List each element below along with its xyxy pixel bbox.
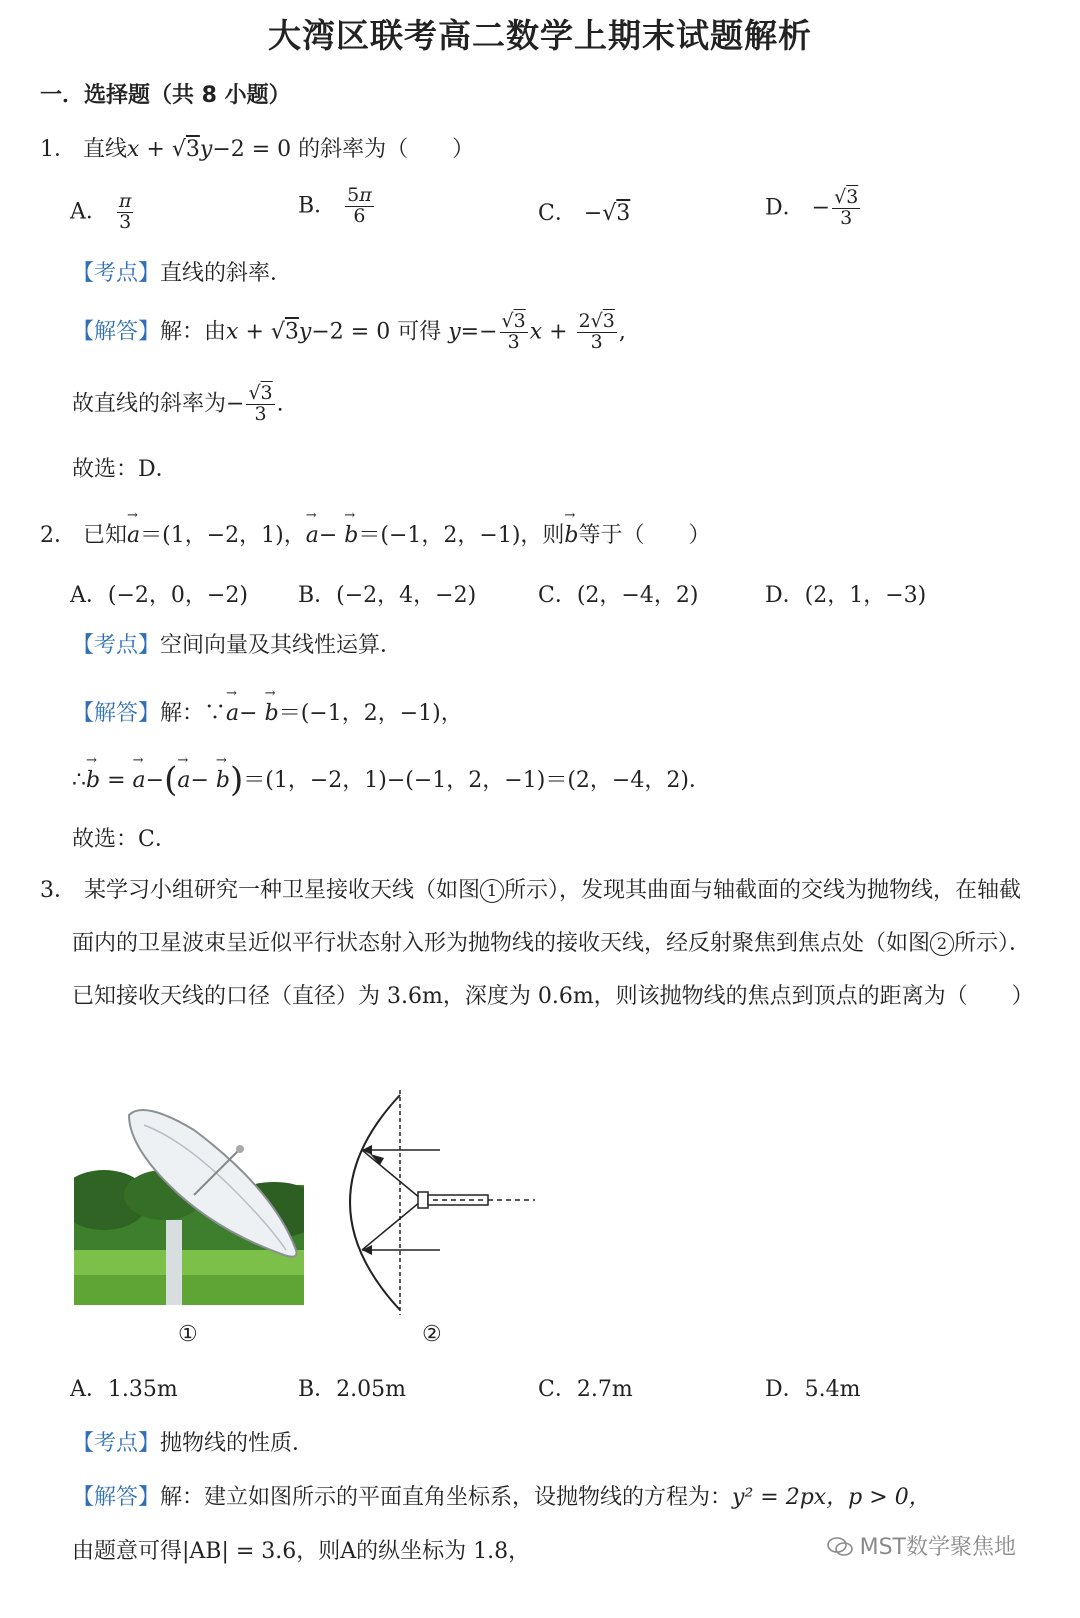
q2-answer: 故选：C． [72, 827, 177, 852]
section-heading: 一．选择题（共 8 小题） [40, 83, 291, 108]
q1-option-d: D． − $\frac{√3}{3}$ [765, 186, 859, 229]
q1-jieda: 【解答】解：由x + √3y−2 = 0 可得 y=− $\frac{√3}{3}$ x + $\frac{2√3}{3}$ , [72, 310, 626, 353]
parabola-diagram [330, 1090, 540, 1315]
q2-option-b: B．(−2，4，−2) [298, 583, 477, 608]
question-3-stem: 3． 某学习小组研究一种卫星接收天线（如图 1 所示），发现其曲面与轴截面的交线为抛物线，在轴截面内的卫星波束呈近似平行状态射入形为抛物线的接收天线，经反射聚焦到焦点处（如图 2 所示）．已知接收天线的口径（直径）为 3.6m，深度为 0.6m，则该抛物线的焦点到顶点的距离为（ ） [40, 878, 1034, 1009]
figure-1-label: ① [178, 1322, 198, 1347]
q1-option-c: C． −√3 [538, 201, 631, 226]
figure-2-label: ② [422, 1322, 442, 1347]
q2-option-a: A．(−2，0，−2) [70, 583, 248, 608]
q3-option-b: B．2.05m [298, 1377, 407, 1402]
question-1-stem: 1． 直线x + √3y−2 = 0 的斜率为（ ） [40, 137, 475, 162]
q3-option-c: C．2.7m [538, 1377, 633, 1402]
q3-kaodian: 【考点】抛物线的性质． [72, 1431, 315, 1456]
q2-jieda: 【解答】解：∵→ a− → b＝(−1，2，−1)， [72, 696, 463, 727]
satellite-dish-photo [74, 1100, 304, 1305]
q1-kaodian: 【考点】直线的斜率． [72, 261, 293, 286]
wechat-icon [827, 1536, 853, 1558]
page-title: 大湾区联考高二数学上期末试题解析 [268, 16, 812, 55]
q1-option-b: B． $\frac{5\pi}{6}$ [298, 184, 372, 227]
q2-option-d: D．(2，1，−3) [765, 583, 927, 608]
q1-option-a: A． $\frac{\pi}{3}$ [70, 190, 132, 233]
q2-kaodian: 【考点】空间向量及其线性运算． [72, 633, 403, 658]
q3-jieda: 【解答】解：建立如图所示的平面直角坐标系，设抛物线的方程为：y² = 2px，p > 0， [72, 1485, 931, 1510]
q1-answer: 故选：D． [72, 457, 178, 482]
watermark: MST数学聚焦地 [827, 1530, 1016, 1561]
q3-option-d: D．5.4m [765, 1377, 861, 1402]
q3-derivation: 由题意可得|AB| = 3.6，则A的纵坐标为 1.8， [72, 1539, 531, 1564]
q2-derivation: ∴→ b = → a−(→ a− → b)＝(1，−2，1)−(−1，2，−1)＝(2，−4，2)． [72, 760, 711, 800]
q1-conclusion: 故直线的斜率为− $\frac{√3}{3}$ . [72, 382, 284, 425]
q3-option-a: A．1.35m [70, 1377, 178, 1402]
q2-option-c: C．(2，−4，2) [538, 583, 699, 608]
question-2-stem: 2． 已知→ a＝(1，−2，1)，→ a− → b＝(−1，2，−1)，则→ b等于（ ） [40, 518, 711, 549]
